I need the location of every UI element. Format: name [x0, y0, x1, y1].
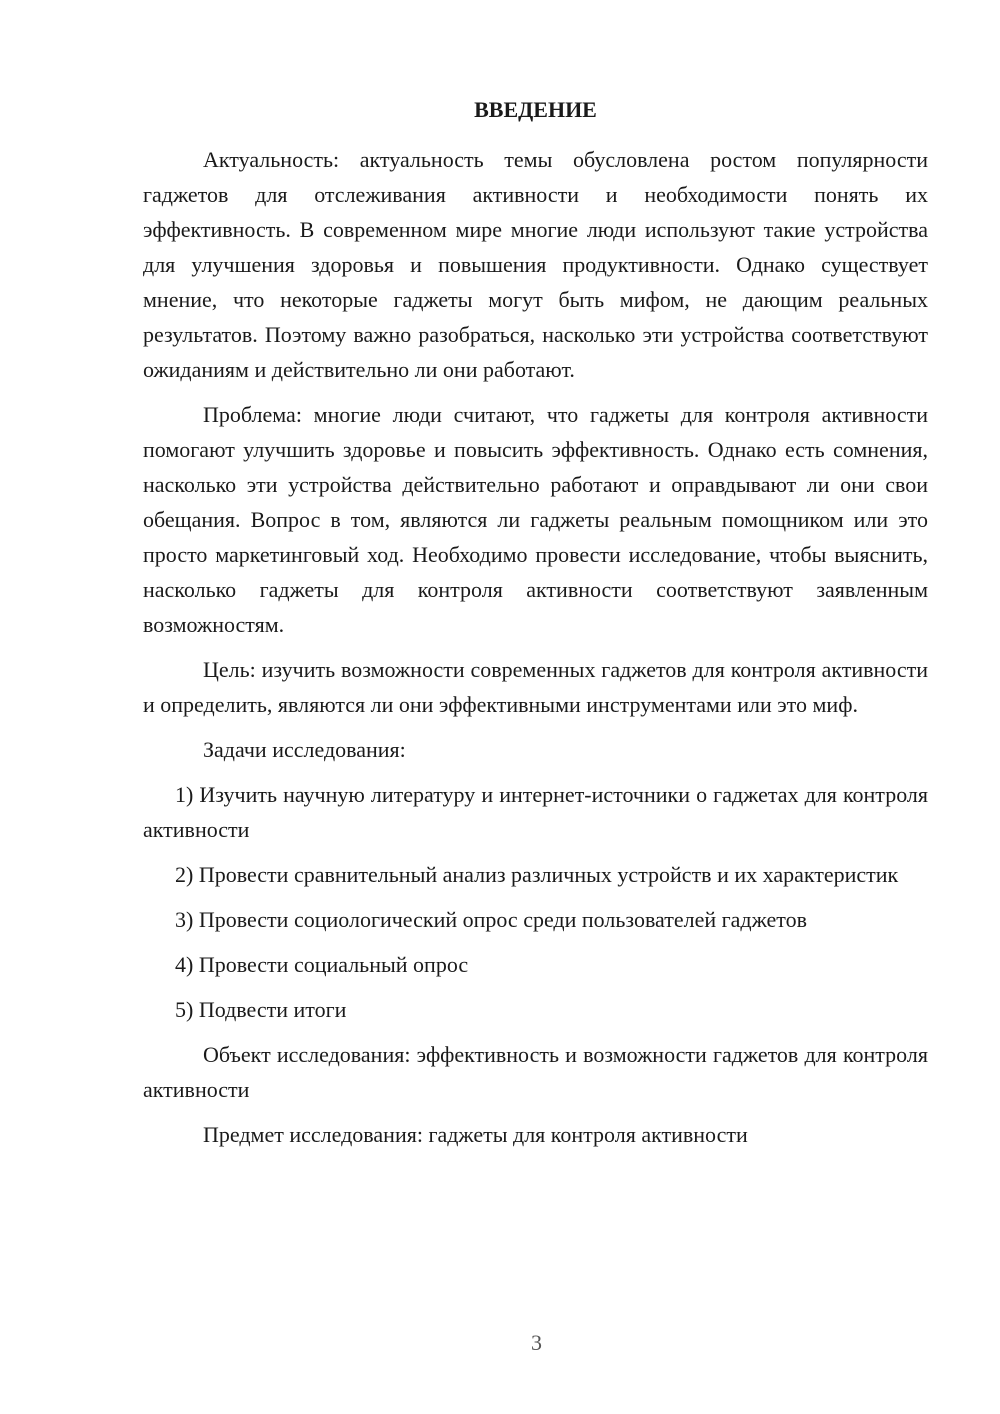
task-item-3: 3) Провести социологический опрос среди пользователей гаджетов — [175, 907, 808, 932]
task-item-2: 2) Провести сравнительный анализ различных устройств и их характеристик — [175, 862, 899, 887]
task-item-1: 1) Изучить научную литературу и интернет-источники о гаджетах для контроля активности — [143, 782, 928, 842]
document-page — [143, 92, 928, 1162]
task-item-4: 4) Провести социальный опрос — [175, 952, 469, 977]
section-title: ВВЕДЕНИЕ — [474, 97, 597, 122]
object-paragraph: Объект исследования: эффективность и возможности гаджетов для контроля активности — [143, 1042, 928, 1102]
relevance-paragraph: Актуальность: актуальность темы обусловлена ростом популярности гаджетов для отслеживания активности и необходимости понять их эффективность. В современном мире многие люди используют такие устройства для улучшения здоровья и повышения продуктивности. Однако существует мнение, что некоторые гаджеты могут быть мифом, не дающим реальных результатов. Поэтому важно разобраться, насколько эти устройства соответствуют ожиданиям и действительно ли они работают. — [143, 147, 928, 382]
goal-paragraph: Цель: изучить возможности современных гаджетов для контроля активности и определить, являются ли они эффективными инструментами или это миф. — [143, 657, 928, 717]
tasks-heading: Задачи исследования: — [203, 737, 406, 762]
task-item-5: 5) Подвести итоги — [175, 997, 347, 1022]
page-number: 3 — [531, 1330, 542, 1355]
problem-paragraph: Проблема: многие люди считают, что гаджеты для контроля активности помогают улучшить здоровье и повысить эффективность. Однако есть сомнения, насколько эти устройства действительно работают и оправдывают ли они свои обещания. Вопрос в том, являются ли гаджеты реальным помощником или это просто маркетинговый ход. Необходимо провести исследование, чтобы выяснить, насколько гаджеты для контроля активности соответствуют заявленным возможностям. — [143, 402, 928, 637]
subject-paragraph: Предмет исследования: гаджеты для контроля активности — [203, 1122, 748, 1147]
